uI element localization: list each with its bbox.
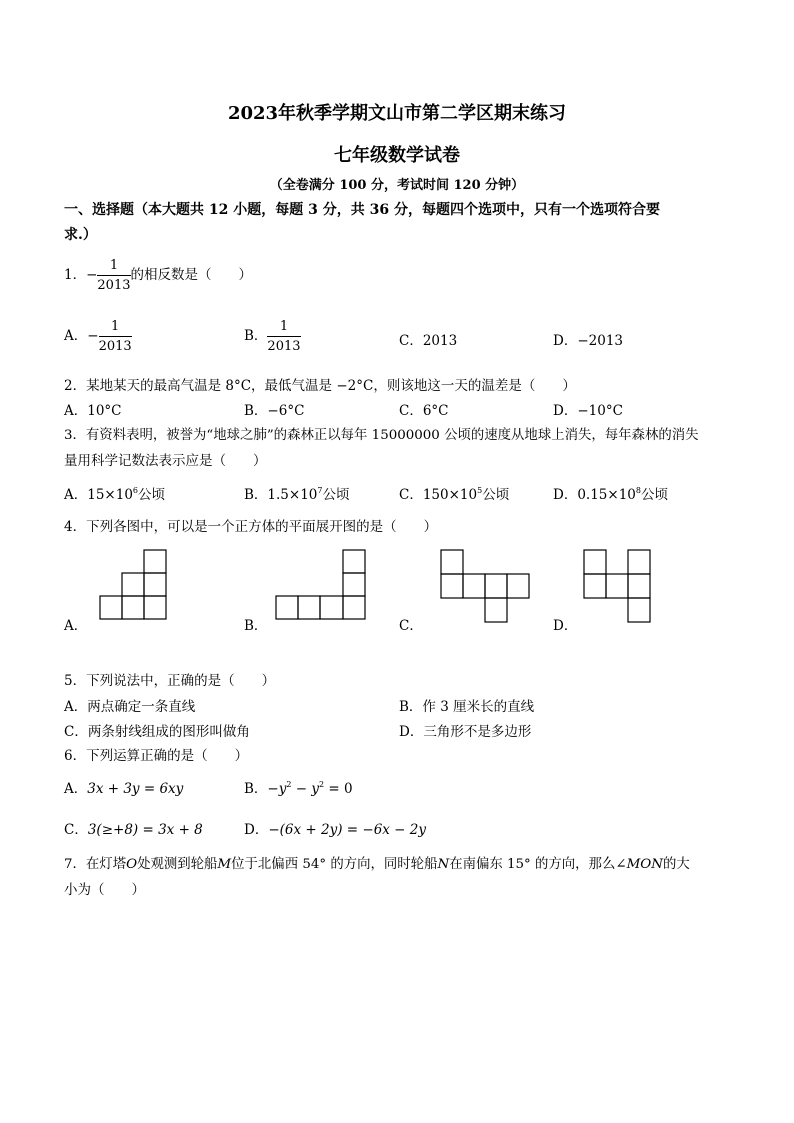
question-7-cont: 小为（ ） bbox=[64, 882, 145, 898]
q1-fraction-den: 2013 bbox=[97, 278, 131, 293]
q4-option-c-net-figure[interactable] bbox=[440, 549, 532, 625]
q6-option-a-expr: 3x + 3y = 6xy bbox=[87, 781, 184, 797]
q6-option-b-exp2: 2 bbox=[319, 780, 325, 789]
q1-option-c[interactable]: C．2013 bbox=[399, 333, 458, 349]
exam-title: 2023年秋季学期文山市第二学区期末练习 bbox=[227, 103, 567, 124]
q2-option-a[interactable]: A．10°C bbox=[64, 403, 122, 419]
q6-option-d-label: D． bbox=[244, 822, 269, 838]
q3-option-b-base: 1.5×10 bbox=[267, 487, 318, 503]
q3-option-b[interactable] bbox=[244, 483, 349, 503]
q7-text-e: 的大 bbox=[662, 857, 690, 872]
q3-option-a[interactable] bbox=[64, 483, 165, 503]
q1-option-a-den: 2013 bbox=[98, 339, 132, 354]
q3-option-a-unit: 公顷 bbox=[138, 487, 166, 503]
q1-option-a-minus: − bbox=[87, 328, 99, 344]
q5-option-c[interactable]: C．两条射线组成的图形叫做角 bbox=[64, 724, 250, 740]
q3-option-d-unit: 公顷 bbox=[640, 487, 668, 503]
q3-option-b-label: B． bbox=[244, 487, 268, 503]
question-5: 5．下列说法中，正确的是（ ） bbox=[64, 673, 276, 689]
section-heading-cont: 求.） bbox=[64, 227, 97, 243]
q1-option-b-den: 2013 bbox=[267, 339, 301, 354]
q4-option-c-label[interactable]: C． bbox=[399, 618, 423, 634]
question-4: 4．下列各图中，可以是一个正方体的平面展开图的是（ ） bbox=[64, 519, 438, 535]
q7-text-a: 7．在灯塔 bbox=[64, 857, 127, 872]
q1-option-a[interactable] bbox=[64, 320, 132, 353]
q6-option-d[interactable] bbox=[244, 818, 426, 838]
q3-option-c[interactable] bbox=[399, 483, 509, 503]
q3-option-c-unit: 公顷 bbox=[482, 487, 510, 503]
q7-point-n: N bbox=[437, 857, 450, 872]
q6-option-a-label: A． bbox=[64, 781, 88, 797]
question-2: 2．某地某天的最高气温是 8°C，最低气温是 −2°C，则该地这一天的温差是（ ） bbox=[64, 378, 576, 394]
q3-option-a-base: 15×10 bbox=[87, 487, 133, 503]
q4-option-a-net-figure[interactable] bbox=[99, 549, 169, 623]
q3-option-d-label: D． bbox=[553, 487, 578, 503]
q7-point-m: M bbox=[217, 857, 232, 872]
q1-option-a-fraction bbox=[99, 320, 132, 353]
q5-option-d[interactable]: D．三角形不是多边形 bbox=[399, 724, 532, 740]
q1-option-b-num: 1 bbox=[267, 320, 300, 337]
q4-option-b-net-figure[interactable] bbox=[275, 549, 369, 623]
q6-option-b-label: B． bbox=[244, 781, 268, 797]
q1-fraction-num: 1 bbox=[97, 259, 130, 276]
q3-option-c-exp: 5 bbox=[477, 486, 483, 495]
q3-option-c-label: C． bbox=[399, 487, 423, 503]
q3-option-a-label: A． bbox=[64, 487, 88, 503]
q1-option-d[interactable]: D．−2013 bbox=[553, 333, 623, 349]
q3-option-c-base: 150×10 bbox=[422, 487, 478, 503]
section-heading: 一、选择题（本大题共 12 小题，每题 3 分，共 36 分，每题四个选项中，只有一个选项符合要 bbox=[64, 202, 660, 218]
q6-option-a[interactable] bbox=[64, 777, 183, 797]
q6-option-c-label: C． bbox=[64, 822, 88, 838]
q2-option-d[interactable]: D．−10°C bbox=[553, 403, 623, 419]
q1-text: 的相反数是（ ） bbox=[130, 267, 252, 283]
q7-text-d: 在南偏东 15° 的方向，那么 bbox=[449, 857, 616, 872]
q4-option-a-label[interactable]: A． bbox=[64, 618, 88, 634]
q1-option-b[interactable] bbox=[244, 320, 301, 353]
q6-option-c[interactable] bbox=[64, 818, 203, 838]
q5-option-a[interactable]: A．两点确定一条直线 bbox=[64, 699, 196, 715]
q2-option-b[interactable]: B．−6°C bbox=[244, 403, 305, 419]
question-3-cont: 量用科学记数法表示应是（ ） bbox=[64, 453, 267, 469]
q1-minus: − bbox=[86, 267, 98, 283]
q5-option-b[interactable]: B．作 3 厘米长的直线 bbox=[399, 699, 535, 715]
exam-note: （全卷满分 100 分，考试时间 120 分钟） bbox=[269, 178, 525, 193]
question-7 bbox=[64, 853, 690, 872]
exam-subtitle: 七年级数学试卷 bbox=[334, 145, 460, 166]
q6-option-b-pre: −y bbox=[267, 781, 287, 797]
q2-option-c[interactable]: C．6°C bbox=[399, 403, 449, 419]
q3-option-a-exp: 6 bbox=[132, 486, 139, 495]
q6-option-b-exp1: 2 bbox=[286, 780, 292, 789]
q6-option-b-post: = 0 bbox=[324, 781, 353, 797]
question-3: 3．有资料表明，被誉为“地球之肺”的森林正以每年 15000000 公顷的速度从地球上消失，每年森林的消失 bbox=[64, 428, 699, 443]
q1-option-b-label: B． bbox=[244, 328, 268, 344]
q7-point-o: O bbox=[126, 857, 138, 872]
q4-option-d-label[interactable]: D． bbox=[553, 618, 578, 634]
q7-angle: ∠MON bbox=[615, 857, 663, 872]
q6-option-b-mid: − y bbox=[291, 781, 319, 797]
q3-option-b-exp: 7 bbox=[317, 486, 323, 495]
q3-option-d-exp: 8 bbox=[635, 486, 641, 495]
q3-option-d-base: 0.15×10 bbox=[577, 487, 636, 503]
question-1 bbox=[64, 259, 252, 292]
q1-option-b-fraction bbox=[267, 320, 300, 353]
q7-text-c: 位于北偏西 54° 的方向，同时轮船 bbox=[231, 857, 438, 872]
q1-number: 1． bbox=[64, 267, 87, 283]
q1-fraction bbox=[97, 259, 130, 292]
q6-option-b[interactable] bbox=[244, 777, 353, 797]
q1-option-a-num: 1 bbox=[99, 320, 132, 337]
q3-option-d[interactable] bbox=[553, 483, 668, 503]
question-6: 6．下列运算正确的是（ ） bbox=[64, 748, 249, 764]
q4-option-b-label[interactable]: B． bbox=[244, 618, 268, 634]
q6-option-d-expr: −(6x + 2y) = −6x − 2y bbox=[268, 822, 427, 838]
q4-option-d-net-figure[interactable] bbox=[583, 549, 653, 625]
q7-text-b: 处观测到轮船 bbox=[137, 857, 218, 872]
q6-option-c-expr: 3(≥+8) = 3x + 8 bbox=[87, 822, 203, 838]
q1-option-a-label: A． bbox=[64, 328, 88, 344]
q3-option-b-unit: 公顷 bbox=[322, 487, 350, 503]
